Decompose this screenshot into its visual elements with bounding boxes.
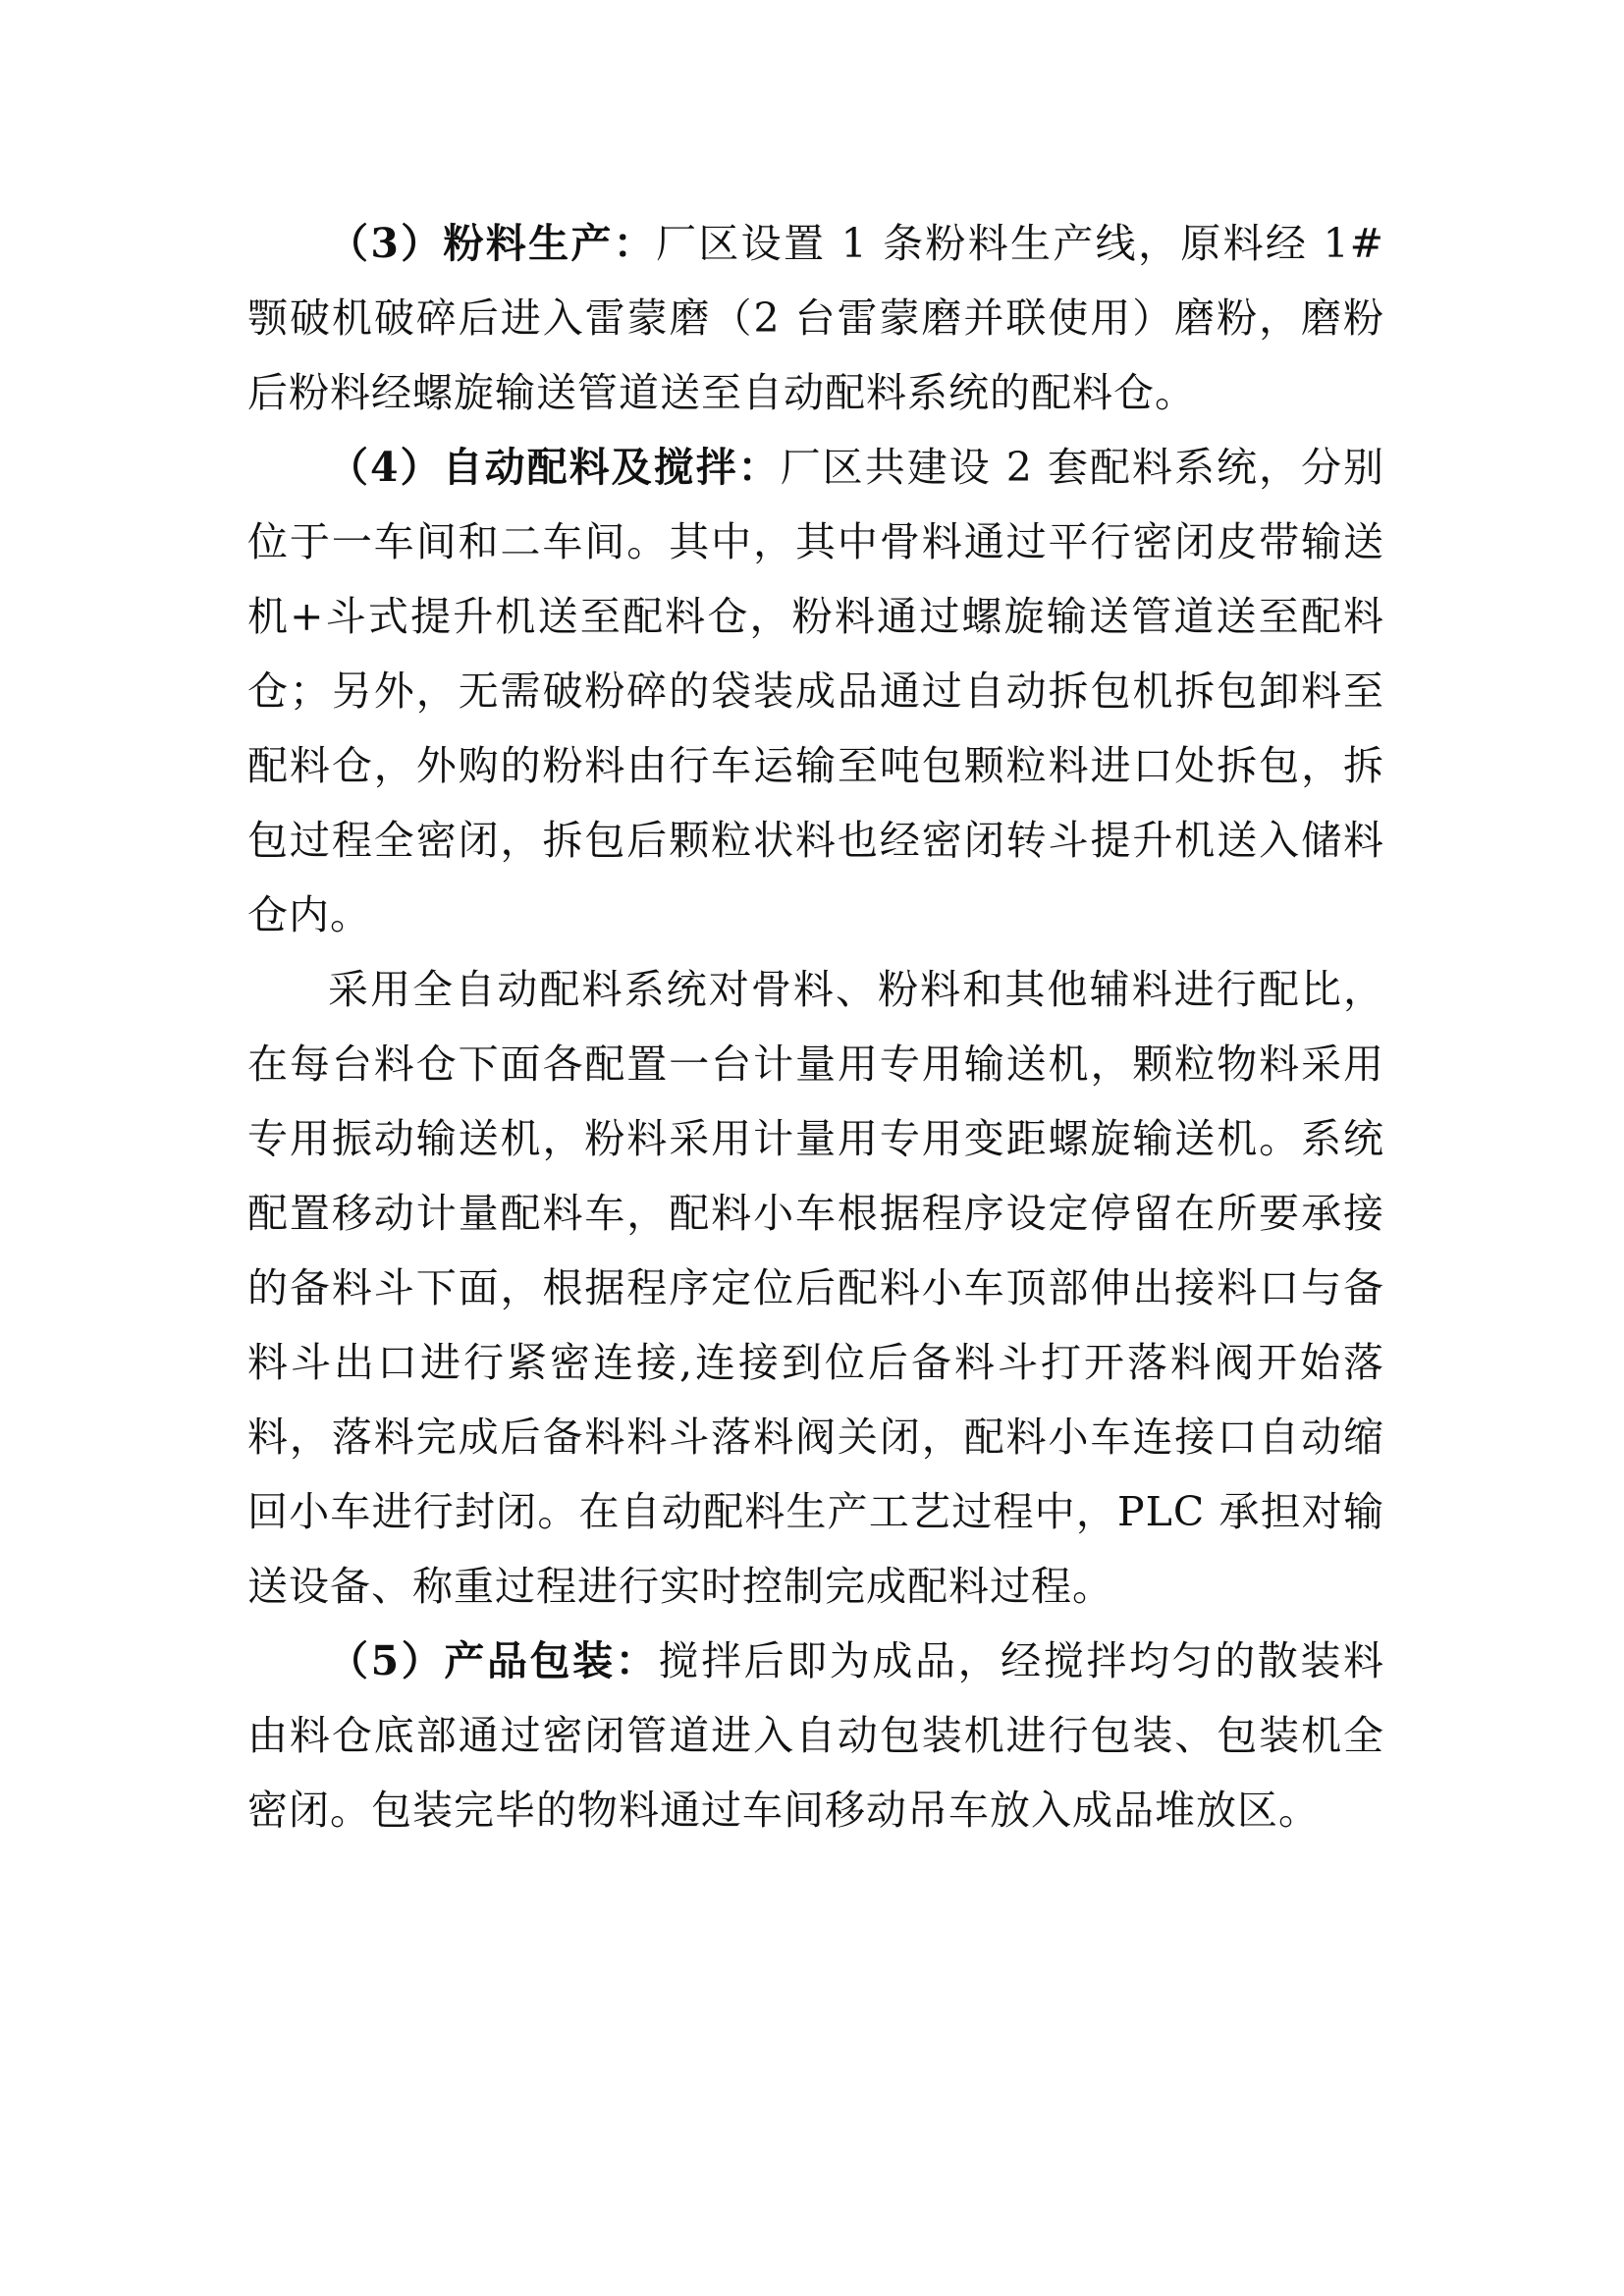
paragraph-text: 厂区设置 1 条粉料生产线，原料经 1#颚破机破碎后进入雷蒙磨（2 台雷蒙磨并联使用）磨粉，磨粉后粉料经螺旋输送管道送至自动配料系统的配料仓。 — [247, 220, 1385, 416]
paragraph-heading: （4）自动配料及搅拌： — [328, 444, 781, 491]
paragraph-heading: （3）粉料生产： — [328, 220, 657, 267]
paragraph-text: 厂区共建设 2 套配料系统，分别位于一车间和二车间。其中，其中骨料通过平行密闭皮带输送机+斗式提升机送至配料仓，粉料通过螺旋输送管道送至配料仓；另外，无需破粉碎的袋装成品通过自动拆包机拆包卸料至配料仓，外购的粉料由行车运输至吨包颗粒料进口处拆包，拆包过程全密闭，拆包后颗粒状料也经密闭转斗提升机送入储料仓内。 — [247, 444, 1384, 938]
paragraph-packaging — [247, 1624, 1384, 1847]
paragraph-powder-production — [247, 206, 1384, 430]
paragraph-heading: （5）产品包装： — [328, 1637, 659, 1684]
paragraph-batching-system — [247, 952, 1384, 1624]
paragraph-auto-batching — [247, 430, 1384, 952]
paragraph-text: 搅拌后即为成品，经搅拌均匀的散装料由料仓底部通过密闭管道进入自动包装机进行包装、包装机全密闭。包装完毕的物料通过车间移动吊车放入成品堆放区。 — [247, 1637, 1385, 1834]
paragraph-text: 采用全自动配料系统对骨料、粉料和其他辅料进行配比，在每台料仓下面各配置一台计量用专用输送机，颗粒物料采用专用振动输送机，粉料采用计量用专用变距螺旋输送机。系统配置移动计量配料车，配料小车根据程序设定停留在所要承接的备料斗下面，根据程序定位后配料小车顶部伸出接料口与备料斗出口进行紧密连接,连接到位后备料斗打开落料阀开始落料，落料完成后备料料斗落料阀关闭，配料小车连接口自动缩回小车进行封闭。在自动配料生产工艺过程中，PLC 承担对输送设备、称重过程进行实时控制完成配料过程。 — [247, 966, 1384, 1610]
document-body — [247, 206, 1384, 1847]
